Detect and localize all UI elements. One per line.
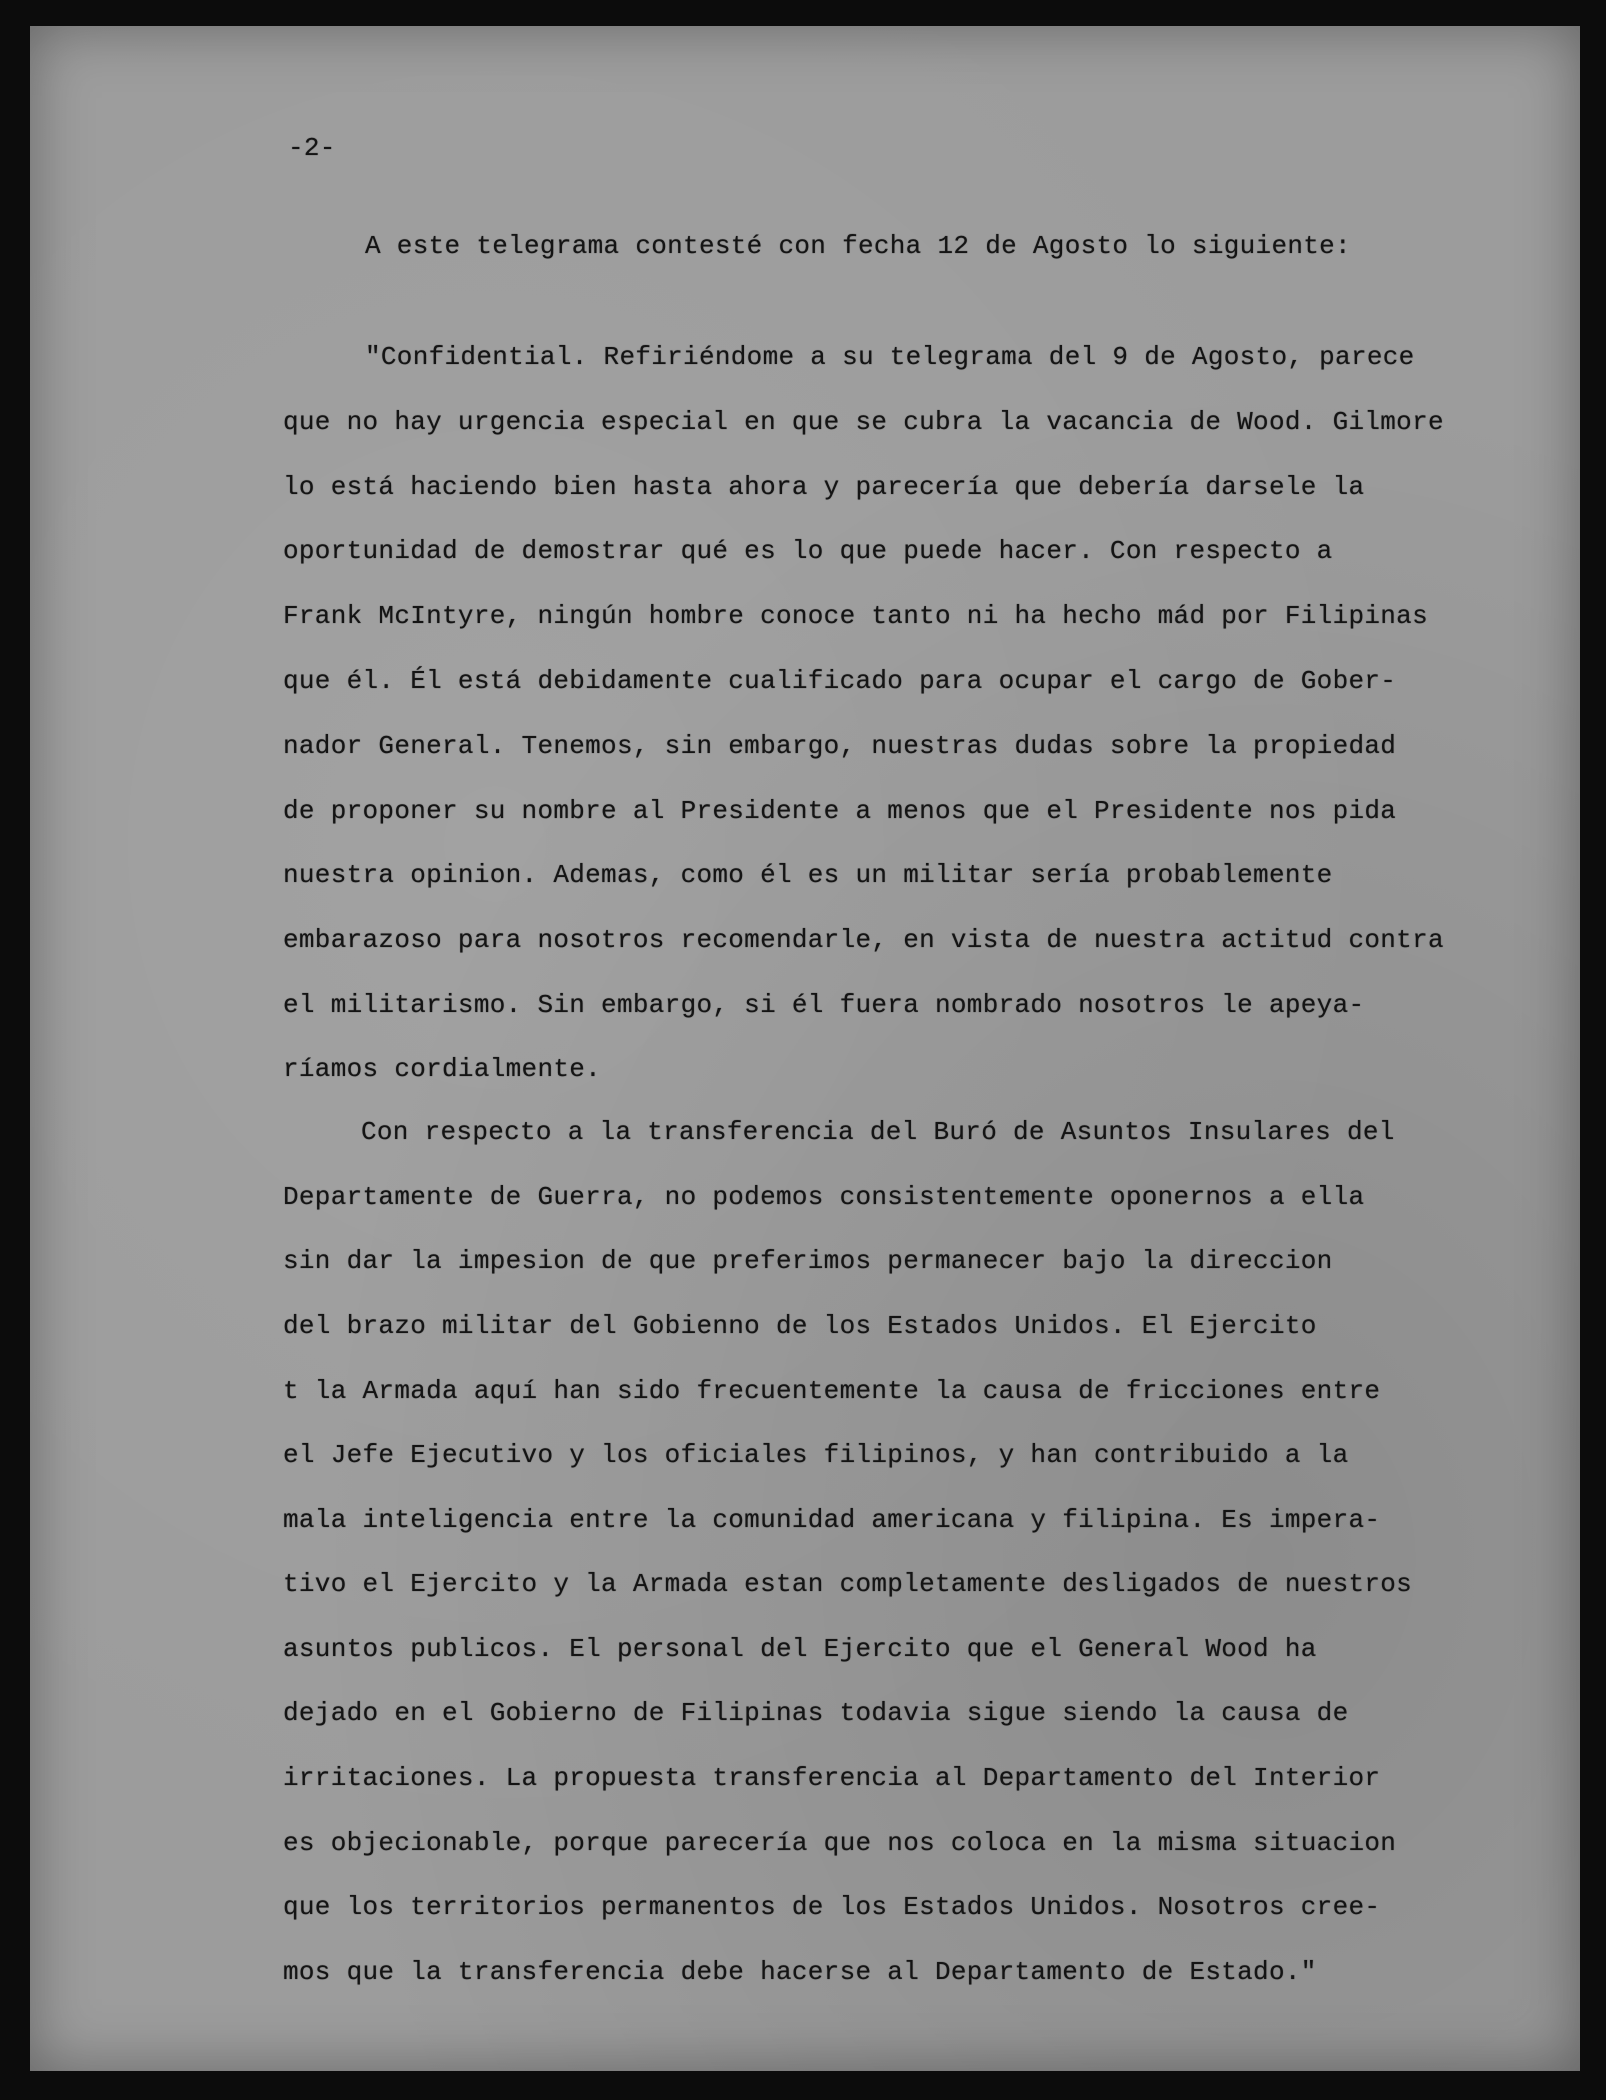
text-line: A este telegrama contesté con fecha 12 de Agosto lo siguiente: [365, 231, 1351, 261]
text-line: que él. Él está debidamente cualificado para ocupar el cargo de Gober- [283, 666, 1397, 696]
scanned-page [30, 26, 1580, 2071]
text-line: Con respecto a la transferencia del Buró de Asuntos Insulares del [361, 1117, 1395, 1147]
text-line: embarazoso para nosotros recomendarle, en vista de nuestra actitud contra [283, 925, 1444, 955]
text-line: el militarismo. Sin embargo, si él fuera nombrado nosotros le apeya- [283, 990, 1365, 1020]
text-line: nuestra opinion. Ademas, como él es un militar sería probablemente [283, 860, 1333, 890]
text-line: del brazo militar del Gobienno de los Estados Unidos. El Ejercito [283, 1311, 1317, 1341]
text-line: ríamos cordialmente. [283, 1054, 602, 1084]
text-line: asuntos publicos. El personal del Ejercito que el General Wood ha [283, 1634, 1317, 1664]
text-line: irritaciones. La propuesta transferencia al Departamento del Interior [283, 1763, 1381, 1793]
text-line: oportunidad de demostrar qué es lo que puede hacer. Con respecto a [283, 536, 1333, 566]
text-line: Departamente de Guerra, no podemos consistentemente oponernos a ella [283, 1182, 1365, 1212]
text-line: nador General. Tenemos, sin embargo, nuestras dudas sobre la propiedad [283, 731, 1397, 761]
text-line: "Confidential. Refiriéndome a su telegrama del 9 de Agosto, parece [365, 342, 1415, 372]
text-line: Frank McIntyre, ningún hombre conoce tanto ni ha hecho mád por Filipinas [283, 601, 1428, 631]
text-line: mos que la transferencia debe hacerse al Departamento de Estado." [283, 1957, 1317, 1987]
text-line: de proponer su nombre al Presidente a menos que el Presidente nos pida [283, 796, 1397, 826]
page-number: -2- [288, 133, 336, 163]
text-line: que los territorios permanentos de los Estados Unidos. Nosotros cree- [283, 1892, 1381, 1922]
text-line: t la Armada aquí han sido frecuentemente la causa de fricciones entre [283, 1376, 1381, 1406]
text-line: que no hay urgencia especial en que se cubra la vacancia de Wood. Gilmore [283, 407, 1444, 437]
text-line: tivo el Ejercito y la Armada estan completamente desligados de nuestros [283, 1569, 1413, 1599]
text-line: lo está haciendo bien hasta ahora y parecería que debería darsele la [283, 472, 1365, 502]
text-line: es objecionable, porque parecería que nos coloca en la misma situacion [283, 1828, 1397, 1858]
text-line: el Jefe Ejecutivo y los oficiales filipinos, y han contribuido a la [283, 1440, 1349, 1470]
text-line: mala inteligencia entre la comunidad americana y filipina. Es impera- [283, 1505, 1381, 1535]
text-line: sin dar la impesion de que preferimos permanecer bajo la direccion [283, 1246, 1333, 1276]
text-line: dejado en el Gobierno de Filipinas todavia sigue siendo la causa de [283, 1698, 1349, 1728]
